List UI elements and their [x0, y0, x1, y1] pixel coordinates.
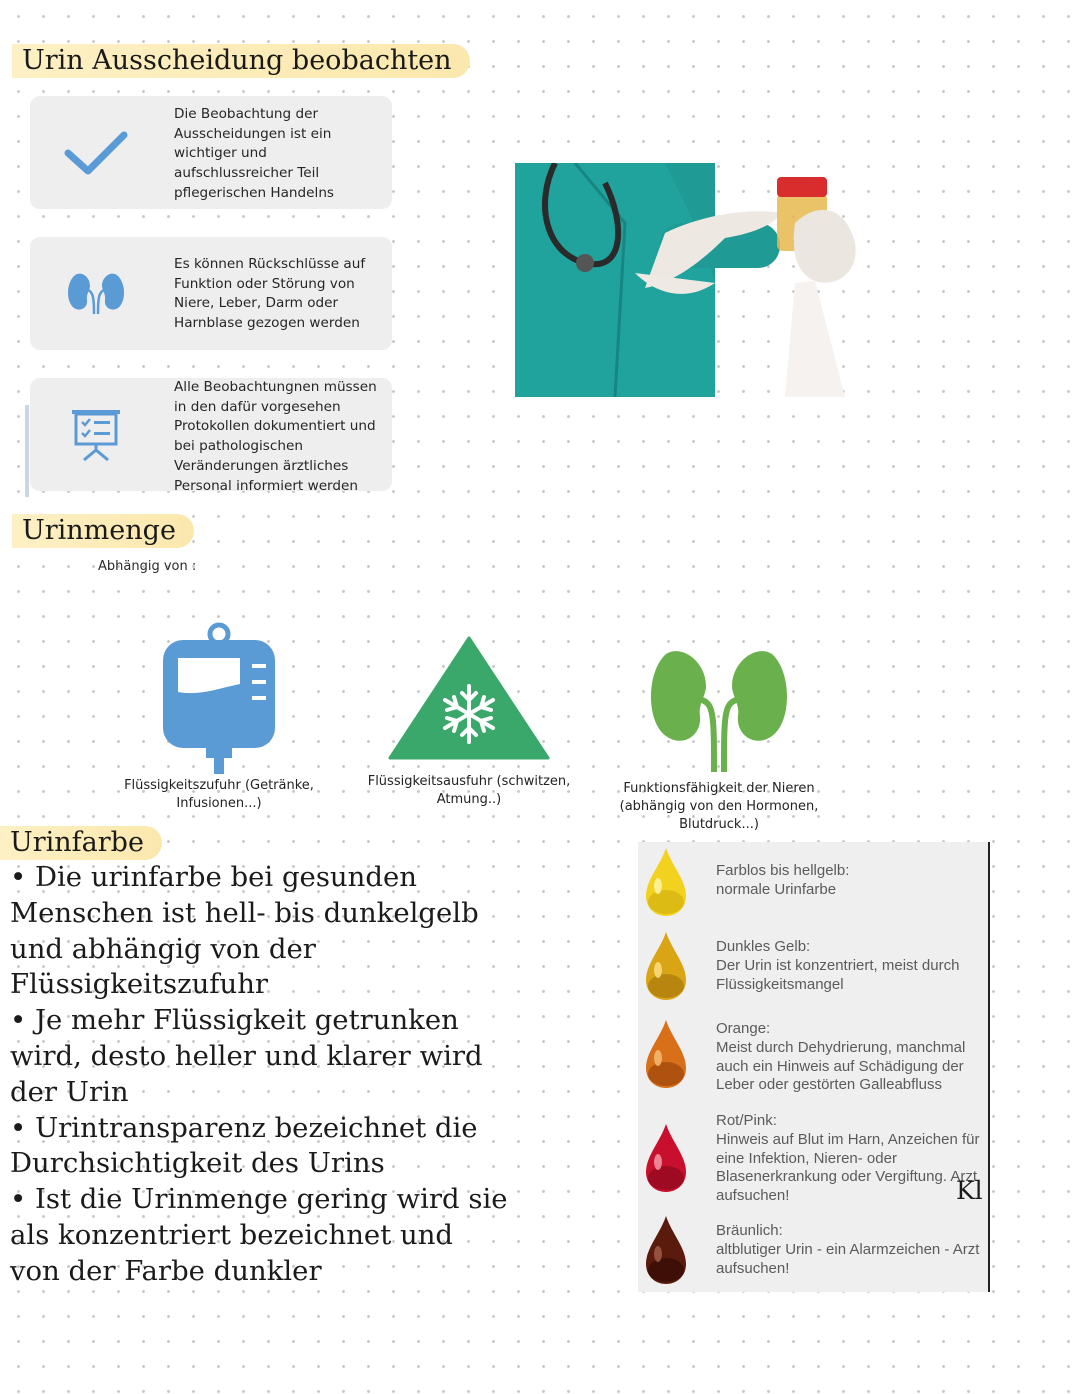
color-row-brownish — [638, 1214, 988, 1292]
color-row-red-pink — [638, 1112, 988, 1212]
section-heading-urine-color: Urinfarbe — [0, 826, 162, 860]
urine-color-description: • Die urinfarbe bei gesunden Menschen ist hell- bis dunkelgelb und abhängig von der Flüssigkeitszufuhr • Je mehr Flüssigkeit getrunken wird, desto heller und klarer wird der Urin • Urintransparenz bezeichnet die Durchsichtigkeit des Urins • Ist die Urinmenge gering wird sie als konzentriert bezeichnet und von der Farbe dunkler — [10, 861, 508, 1287]
info-card-text: Es können Rückschlüsse auf Funktion oder Störung von Niere, Leber, Darm oder Harnblase gezogen werden — [174, 256, 366, 332]
color-desc: altblutiger Urin - ein Alarmzeichen - Arzt aufsuchen! — [716, 1240, 980, 1277]
drop-icon — [642, 1018, 690, 1090]
color-row-dark-yellow — [638, 930, 988, 1010]
presentation-board-icon — [60, 398, 132, 470]
drop-icon — [642, 1122, 690, 1194]
drop-icon — [642, 930, 690, 1002]
color-desc: Meist durch Dehydrierung, manchmal auch ein Hinweis auf Schädigung der Leber oder gestörten Galleabfluss — [716, 1038, 966, 1094]
color-title: Farblos bis hellgelb: — [716, 862, 850, 879]
kidney-icon — [60, 257, 132, 329]
factor-caption-intake: Flüssigkeitszufuhr (Getränke, Infusionen...) — [124, 778, 314, 811]
info-card-documentation — [30, 378, 392, 494]
section-heading-urine-amount: Urinmenge — [12, 514, 194, 548]
factor-caption-output: Flüssigkeitsausfuhr (schwitzen, Atmung..) — [367, 774, 571, 807]
color-row-orange — [638, 1018, 988, 1108]
cutoff-text: Kl — [956, 1176, 983, 1205]
color-title: Dunkles Gelb: — [716, 938, 811, 955]
section-heading-urine-observation: Urin Ausscheidung beobachten — [12, 44, 470, 78]
color-desc: Hinweis auf Blut im Harn, Anzeichen für eine Infektion, Nieren- oder Blasenerkrankung oder Vergiftung. Arzt aufsuchen! — [716, 1130, 980, 1205]
color-desc: Der Urin ist konzentriert, meist durch Flüssigkeitsmangel — [716, 956, 960, 993]
info-card-observation — [30, 96, 392, 209]
color-title: Orange: — [716, 1020, 771, 1037]
kidneys-icon — [646, 644, 792, 772]
card-accent-bar — [25, 405, 29, 497]
snowflake-warning-icon — [388, 636, 550, 760]
color-title: Bräunlich: — [716, 1222, 783, 1239]
checkmark-icon — [60, 116, 132, 188]
infusion-bag-icon — [160, 622, 278, 774]
urine-color-chart — [638, 842, 990, 1292]
nurse-sample-photo — [515, 163, 865, 397]
color-desc: normale Urinfarbe — [716, 880, 837, 898]
info-card-text: Die Beobachtung der Ausscheidungen ist ein wichtiger und aufschlussreicher Teil pflegerischen Handelns — [174, 106, 335, 201]
factor-caption-kidney-function: Funktionsfähigkeit der Nieren (abhängig von den Hormonen, Blutdruck...) — [619, 781, 819, 832]
info-card-text: Alle Beobachtungnen müssen in den dafür vorgesehen Protokollen dokumentiert und bei pathologischen Veränderungen ärztliches Personal informiert werden — [174, 379, 377, 494]
drop-icon — [642, 1214, 690, 1286]
drop-icon — [642, 846, 690, 918]
info-card-conclusions — [30, 237, 392, 350]
color-title: Rot/Pink: — [716, 1112, 777, 1129]
depends-on-label: Abhängig von : — [98, 559, 197, 574]
color-row-light-yellow — [638, 846, 988, 926]
